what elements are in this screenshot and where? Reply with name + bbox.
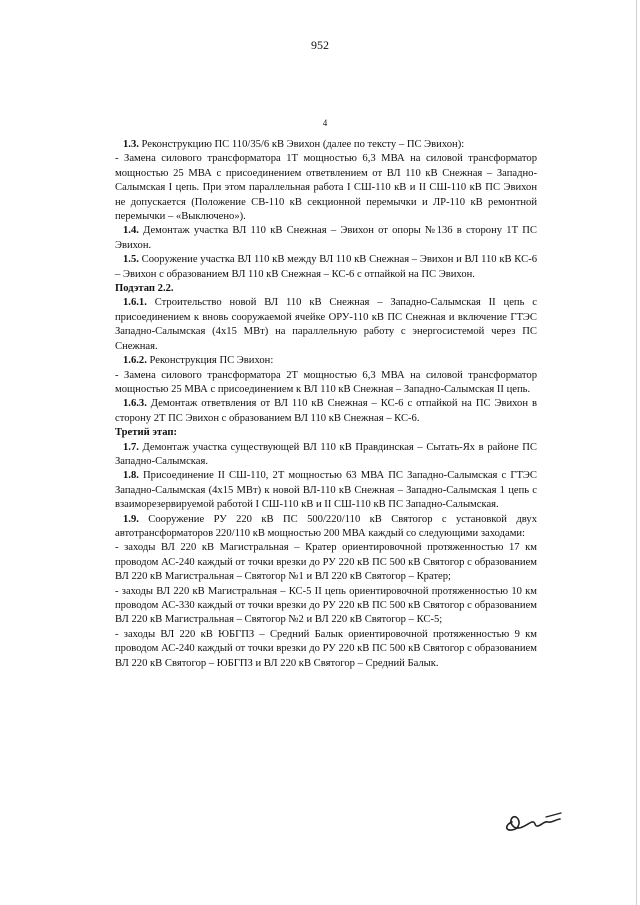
item-number: 1.3. [123, 139, 139, 150]
list-item [115, 541, 537, 584]
item-number: 1.6.3. [123, 398, 147, 410]
paragraph-text: Демонтаж участка существующей ВЛ 110 кВ Правдинская – Сытать-Ях в районе ПС Западно-Салымская. [115, 441, 537, 467]
numbered-paragraph [115, 469, 537, 512]
scan-edge-line [636, 0, 637, 905]
paragraph-text: - Замена силового трансформатора 1Т мощностью 6,3 МВА на силовой трансформатор мощностью 25 МВА с присоединением ответвлением от ВЛ 110 кВ Снежная – Западно-Салымская I цепь. При этом параллельная работа I СШ-110 кВ и II СШ-110 кВ ПС Эвихон не допускается (Положение СВ-110 кВ секционной перемычки и ЛР-110 кВ ремонтной перемычки – «Выключено»). [115, 153, 537, 223]
item-number: 1.6.1. [123, 297, 147, 309]
numbered-paragraph [115, 253, 537, 282]
paragraph-text: - заходы ВЛ 220 кВ Магистральная – Кратер ориентировочной протяженностью 17 км проводом АС-240 каждый от точки врезки до РУ 220 кВ ПС 500 кВ Святогор с образованием ВЛ 220 кВ Магистральная – Святогор №1 и ВЛ 220 кВ Святогор – Кратер; [115, 542, 537, 583]
numbered-paragraph [115, 397, 537, 426]
signature-icon [498, 800, 568, 840]
item-number: 1.6.2. [123, 355, 147, 367]
numbered-paragraph [115, 513, 537, 542]
paragraph-text: Демонтаж участка ВЛ 110 кВ Снежная – Эвихон от опоры №136 в сторону 1Т ПС Эвихон. [115, 225, 537, 251]
numbered-paragraph [115, 224, 537, 253]
section-heading: Подэтап 2.2. [115, 283, 174, 295]
item-number: 1.7. [123, 441, 139, 453]
paragraph-text: Реконструкция ПС Эвихон: [146, 355, 274, 367]
paragraph-text: - Замена силового трансформатора 2Т мощностью 6,3 МВА на силовой трансформатор мощностью 25 МВА с присоединением к ВЛ 110 кВ Снежная – Западно-Салымская II цепь. [115, 369, 537, 395]
paragraph-text: - заходы ВЛ 220 кВ Магистральная – КС-5 II цепь ориентировочной протяженностью 10 км проводом АС-330 каждый от точки врезки до РУ 220 кВ ПС 500 кВ Святогор с образованием ВЛ 220 кВ Магистральная – Святогор №2 и ВЛ 220 кВ Святогор – КС-5; [115, 585, 537, 626]
section-heading: Третий этап: [115, 427, 178, 439]
paragraph-text: Присоединение II СШ-110, 2Т мощностью 63 МВА ПС Западно-Салымская с ГТЭС Западно-Салымская (4х15 МВт) к новой ВЛ-110 кВ Снежная – Западно-Салымская 1 цепь с взаиморезервируемой работой I СШ-110 кВ и II СШ-110 кВ ПС Западно-Салымская. [115, 470, 537, 511]
paragraph-text: Реконструкцию ПС 110/35/6 кВ Эвихон (далее по тексту – ПС Эвихон): [138, 139, 465, 150]
item-number: 1.8. [123, 470, 139, 482]
paragraph-text: Строительство новой ВЛ 110 кВ Снежная – Западно-Салымская II цепь с присоединением к вновь сооружаемой ячейке ОРУ-110 кВ ПС Снежная и включение ГТЭС Западно-Салымская (4х15 МВт) на параллельную работу с энергосистемой через ПС Снежная. [115, 297, 537, 352]
item-number: 1.5. [123, 254, 139, 266]
inner-page-number: 4 [322, 118, 328, 128]
numbered-paragraph [115, 354, 537, 368]
item-number: 1.9. [123, 513, 139, 525]
list-item [115, 585, 537, 628]
list-item [115, 152, 537, 224]
list-item [115, 628, 537, 671]
paragraph-text: Сооружение участка ВЛ 110 кВ между ВЛ 110 кВ Снежная – Эвихон и ВЛ 110 кВ КС-6 – Эвихон с образованием ВЛ 110 кВ Снежная – КС-6 с отпайкой на ПС Эвихон. [115, 254, 537, 280]
paragraph-text: Демонтаж ответвления от ВЛ 110 кВ Снежная – КС-6 с отпайкой на ПС Эвихон в сторону 2Т ПС Эвихон с образованием ВЛ 110 кВ Снежная – КС-6. [115, 398, 537, 424]
numbered-paragraph [115, 138, 537, 152]
paragraph-text: Сооружение РУ 220 кВ ПС 500/220/110 кВ Святогор с установкой двух автотрансформаторов 220/110 кВ мощностью 200 МВА каждый со следующими заходами: [115, 513, 537, 539]
page-number: 952 [311, 38, 329, 52]
paragraph-text: - заходы ВЛ 220 кВ ЮБГПЗ – Средний Балык ориентировочной протяженностью 9 км проводом АС-240 каждый от точки врезки до РУ 220 кВ ПС 500 кВ Святогор с образованием ВЛ 220 кВ Святогор – ЮБГПЗ и ВЛ 220 кВ Святогор – Средний Балык. [115, 628, 537, 669]
numbered-paragraph [115, 296, 537, 354]
list-item [115, 369, 537, 398]
document-body [115, 138, 537, 671]
numbered-paragraph [115, 441, 537, 470]
item-number: 1.4. [123, 225, 139, 237]
